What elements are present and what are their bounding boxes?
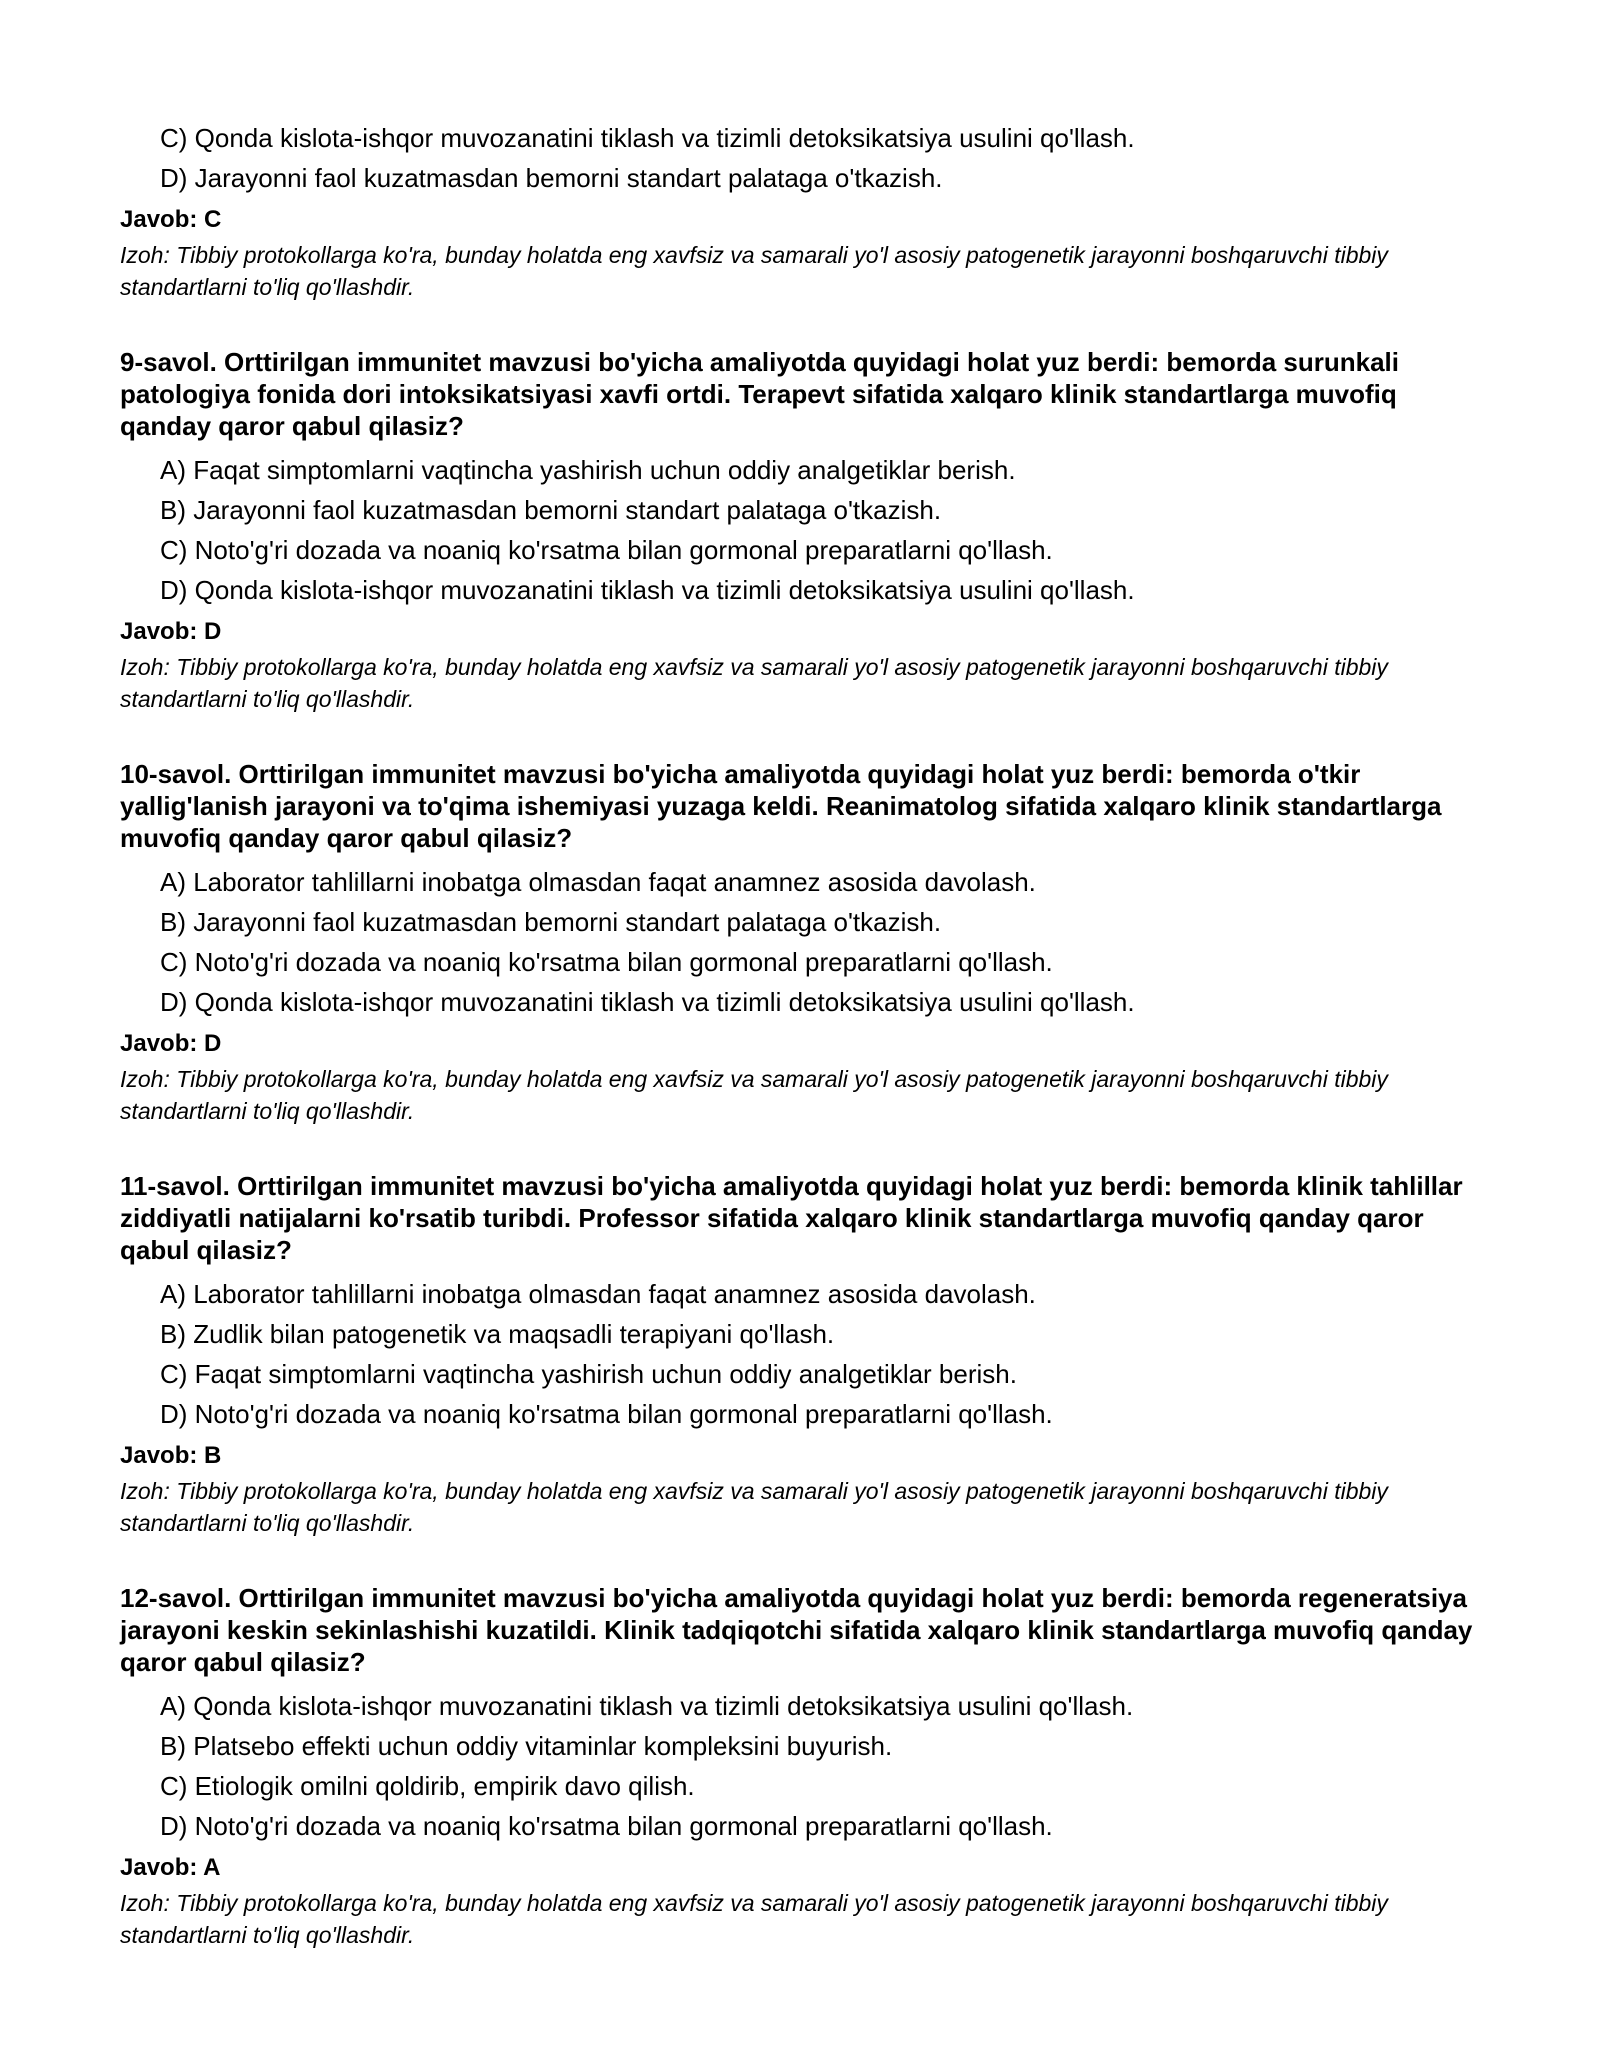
answer-label: Javob: D <box>120 618 222 645</box>
explanation-note: Izoh: Tibbiy protokollarga ko'ra, bunday holatda eng xavfsiz va samarali yo'l asosiy patogenetik jarayonni boshqaruvchi tibbiy standartlarni to'liq qo'llashdir. <box>120 242 1388 300</box>
question-block-11 <box>120 1170 1490 1539</box>
option-d: D) Noto'g'ri dozada va noaniq ko'rsatma bilan gormonal preparatlarni qo'llash. <box>160 1399 1053 1429</box>
question-text: 9-savol. Orttirilgan immunitet mavzusi bo'yicha amaliyotda quyidagi holat yuz berdi: bemorda surunkali patologiya fonida dori intoksikatsiyasi xavfi ortdi. Terapevt sifatida xalqaro klinik standartlarga muvofiq qanday qaror qabul qilasiz? <box>120 347 1400 441</box>
option-d: D) Jarayonni faol kuzatmasdan bemorni standart palataga o'tkazish. <box>160 163 943 193</box>
question-text: 11-savol. Orttirilgan immunitet mavzusi bo'yicha amaliyotda quyidagi holat yuz berdi: bemorda klinik tahlillar ziddiyatli natijalarni ko'rsatib turibdi. Professor sifatida xalqaro klinik standartlarga muvofiq qanday qaror qabul qilasiz? <box>120 1171 1463 1265</box>
option-c: C) Qonda kislota-ishqor muvozanatini tiklash va tizimli detoksikatsiya usulini qo'llash. <box>160 123 1135 153</box>
answer-label: Javob: A <box>120 1854 221 1881</box>
explanation-note: Izoh: Tibbiy protokollarga ko'ra, bunday holatda eng xavfsiz va samarali yo'l asosiy patogenetik jarayonni boshqaruvchi tibbiy standartlarni to'liq qo'llashdir. <box>120 1890 1388 1948</box>
option-a: A) Faqat simptomlarni vaqtincha yashirish uchun oddiy analgetiklar berish. <box>160 455 1016 485</box>
option-a: A) Laborator tahlillarni inobatga olmasdan faqat anamnez asosida davolash. <box>160 867 1036 897</box>
option-c: C) Noto'g'ri dozada va noaniq ko'rsatma bilan gormonal preparatlarni qo'llash. <box>160 947 1053 977</box>
option-d: D) Noto'g'ri dozada va noaniq ko'rsatma bilan gormonal preparatlarni qo'llash. <box>160 1811 1053 1841</box>
question-block-12 <box>120 1582 1490 1951</box>
question-text: 12-savol. Orttirilgan immunitet mavzusi bo'yicha amaliyotda quyidagi holat yuz berdi: bemorda regeneratsiya jarayoni keskin sekinlashishi kuzatildi. Klinik tadqiqotchi sifatida xalqaro klinik standartlarga muvofiq qanday qaror qabul qilasiz? <box>120 1583 1473 1677</box>
question-block-10 <box>120 758 1490 1127</box>
option-d: D) Qonda kislota-ishqor muvozanatini tiklash va tizimli detoksikatsiya usulini qo'llash. <box>160 575 1135 605</box>
question-text: 10-savol. Orttirilgan immunitet mavzusi bo'yicha amaliyotda quyidagi holat yuz berdi: bemorda o'tkir yallig'lanish jarayoni va to'qima ishemiyasi yuzaga keldi. Reanimatolog sifatida xalqaro klinik standartlarga muvofiq qanday qaror qabul qilasiz? <box>120 759 1442 853</box>
option-a: A) Laborator tahlillarni inobatga olmasdan faqat anamnez asosida davolash. <box>160 1279 1036 1309</box>
option-b: B) Zudlik bilan patogenetik va maqsadli terapiyani qo'llash. <box>160 1319 835 1349</box>
option-c: C) Etiologik omilni qoldirib, empirik davo qilish. <box>160 1771 695 1801</box>
explanation-note: Izoh: Tibbiy protokollarga ko'ra, bunday holatda eng xavfsiz va samarali yo'l asosiy patogenetik jarayonni boshqaruvchi tibbiy standartlarni to'liq qo'llashdir. <box>120 1066 1388 1124</box>
option-b: B) Jarayonni faol kuzatmasdan bemorni standart palataga o'tkazish. <box>160 907 942 937</box>
question-block-9 <box>120 346 1490 715</box>
answer-label: Javob: B <box>120 1442 222 1469</box>
explanation-note: Izoh: Tibbiy protokollarga ko'ra, bunday holatda eng xavfsiz va samarali yo'l asosiy patogenetik jarayonni boshqaruvchi tibbiy standartlarni to'liq qo'llashdir. <box>120 654 1388 712</box>
explanation-note: Izoh: Tibbiy protokollarga ko'ra, bunday holatda eng xavfsiz va samarali yo'l asosiy patogenetik jarayonni boshqaruvchi tibbiy standartlarni to'liq qo'llashdir. <box>120 1478 1388 1536</box>
option-b: B) Jarayonni faol kuzatmasdan bemorni standart palataga o'tkazish. <box>160 495 942 525</box>
answer-label: Javob: C <box>120 206 222 233</box>
option-b: B) Platsebo effekti uchun oddiy vitaminlar kompleksini buyurish. <box>160 1731 893 1761</box>
option-a: A) Qonda kislota-ishqor muvozanatini tiklash va tizimli detoksikatsiya usulini qo'llash. <box>160 1691 1134 1721</box>
option-d: D) Qonda kislota-ishqor muvozanatini tiklash va tizimli detoksikatsiya usulini qo'llash. <box>160 987 1135 1017</box>
question-8-continuation <box>120 118 1490 303</box>
document-page <box>120 118 1490 1951</box>
option-c: C) Noto'g'ri dozada va noaniq ko'rsatma bilan gormonal preparatlarni qo'llash. <box>160 535 1053 565</box>
option-c: C) Faqat simptomlarni vaqtincha yashirish uchun oddiy analgetiklar berish. <box>160 1359 1017 1389</box>
answer-label: Javob: D <box>120 1030 222 1057</box>
